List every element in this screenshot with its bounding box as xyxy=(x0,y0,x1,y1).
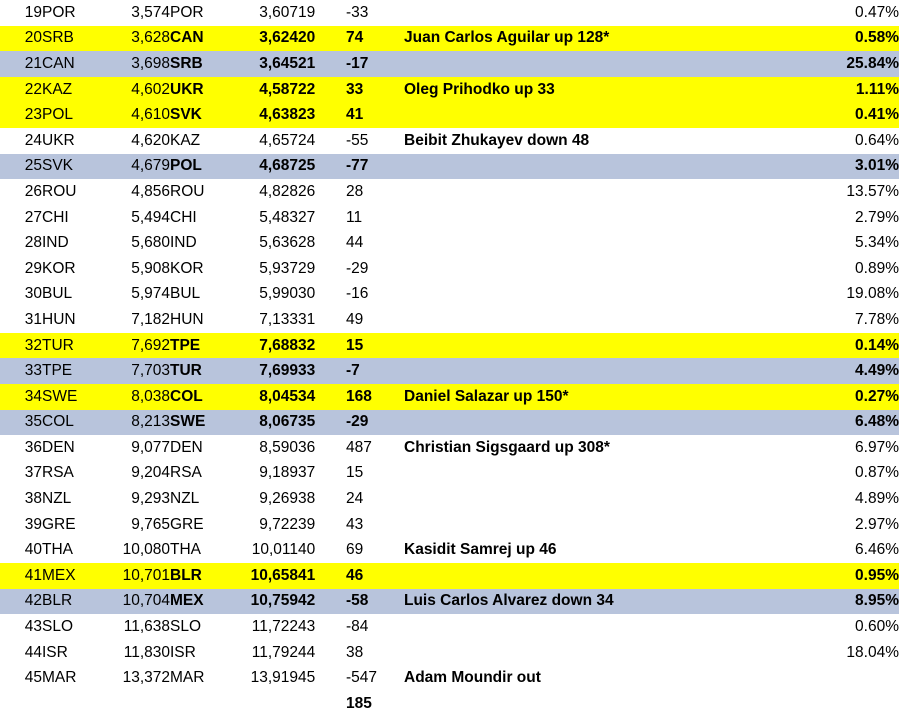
cell-code-before: SVK xyxy=(42,154,104,180)
cell-points-after: 5,483 xyxy=(232,205,298,231)
cell-code-before: TUR xyxy=(42,333,104,359)
cell-points-after: 13,919 xyxy=(232,665,298,691)
cell-points-after: 7,688 xyxy=(232,333,298,359)
cell-rank-after: 42 xyxy=(298,589,346,615)
table-row xyxy=(0,102,899,128)
cell-points-before: 7,703 xyxy=(104,358,170,384)
cell-code-after: UKR xyxy=(170,77,232,103)
cell-note xyxy=(404,563,824,589)
cell-note xyxy=(404,486,824,512)
cell-rank-after: 39 xyxy=(298,512,346,538)
cell-points-before: 4,602 xyxy=(104,77,170,103)
table-row xyxy=(0,358,899,384)
empty-cell xyxy=(0,691,42,717)
cell-points-after: 11,792 xyxy=(232,640,298,666)
table-row xyxy=(0,410,899,436)
cell-note xyxy=(404,307,824,333)
cell-code-after: SWE xyxy=(170,410,232,436)
cell-code-after: BUL xyxy=(170,282,232,308)
cell-points-before: 3,574 xyxy=(104,0,170,26)
cell-code-before: KAZ xyxy=(42,77,104,103)
cell-note xyxy=(404,333,824,359)
cell-rank-before: 27 xyxy=(0,205,42,231)
cell-rank-after: 37 xyxy=(298,461,346,487)
cell-rank-before: 43 xyxy=(0,614,42,640)
table-row xyxy=(0,384,899,410)
trailing-value: 185 xyxy=(346,691,404,717)
cell-points-before: 3,698 xyxy=(104,51,170,77)
cell-diff: -547 xyxy=(346,665,404,691)
cell-rank-after: 43 xyxy=(298,614,346,640)
cell-rank-before: 21 xyxy=(0,51,42,77)
cell-points-before: 10,701 xyxy=(104,563,170,589)
cell-points-after: 10,658 xyxy=(232,563,298,589)
cell-percent: 6.97% xyxy=(824,435,899,461)
cell-code-after: POL xyxy=(170,154,232,180)
cell-rank-before: 30 xyxy=(0,282,42,308)
cell-code-before: POL xyxy=(42,102,104,128)
cell-code-before: ROU xyxy=(42,179,104,205)
cell-rank-before: 40 xyxy=(0,537,42,563)
table-row xyxy=(0,640,899,666)
cell-points-before: 4,610 xyxy=(104,102,170,128)
cell-points-after: 4,587 xyxy=(232,77,298,103)
cell-rank-before: 29 xyxy=(0,256,42,282)
cell-rank-before: 19 xyxy=(0,0,42,26)
cell-rank-after: 23 xyxy=(298,102,346,128)
cell-rank-before: 42 xyxy=(0,589,42,615)
table-row xyxy=(0,486,899,512)
cell-code-before: ISR xyxy=(42,640,104,666)
cell-code-before: GRE xyxy=(42,512,104,538)
cell-percent: 19.08% xyxy=(824,282,899,308)
cell-code-before: SWE xyxy=(42,384,104,410)
cell-code-after: KAZ xyxy=(170,128,232,154)
cell-note xyxy=(404,51,824,77)
cell-code-before: DEN xyxy=(42,435,104,461)
cell-diff: 46 xyxy=(346,563,404,589)
cell-diff: 15 xyxy=(346,461,404,487)
cell-percent: 2.79% xyxy=(824,205,899,231)
cell-points-before: 7,692 xyxy=(104,333,170,359)
cell-code-after: SVK xyxy=(170,102,232,128)
table-row xyxy=(0,128,899,154)
cell-diff: -33 xyxy=(346,0,404,26)
cell-rank-before: 22 xyxy=(0,77,42,103)
cell-points-after: 3,624 xyxy=(232,26,298,52)
cell-percent: 0.14% xyxy=(824,333,899,359)
cell-code-after: RSA xyxy=(170,461,232,487)
cell-code-after: CHI xyxy=(170,205,232,231)
cell-rank-after: 40 xyxy=(298,537,346,563)
cell-points-before: 5,494 xyxy=(104,205,170,231)
cell-note xyxy=(404,154,824,180)
table-row xyxy=(0,537,899,563)
cell-points-before: 10,704 xyxy=(104,589,170,615)
table-trailing-row xyxy=(0,691,899,717)
cell-rank-before: 26 xyxy=(0,179,42,205)
cell-points-after: 7,133 xyxy=(232,307,298,333)
cell-diff: -55 xyxy=(346,128,404,154)
cell-points-after: 11,722 xyxy=(232,614,298,640)
cell-diff: -29 xyxy=(346,410,404,436)
cell-diff: -77 xyxy=(346,154,404,180)
cell-points-after: 8,590 xyxy=(232,435,298,461)
cell-note: Luis Carlos Alvarez down 34 xyxy=(404,589,824,615)
cell-rank-after: 21 xyxy=(298,51,346,77)
cell-code-after: TUR xyxy=(170,358,232,384)
cell-diff: 15 xyxy=(346,333,404,359)
cell-percent: 25.84% xyxy=(824,51,899,77)
cell-percent: 0.27% xyxy=(824,384,899,410)
cell-code-before: TPE xyxy=(42,358,104,384)
table-row xyxy=(0,307,899,333)
cell-rank-before: 37 xyxy=(0,461,42,487)
cell-percent: 13.57% xyxy=(824,179,899,205)
cell-code-after: DEN xyxy=(170,435,232,461)
cell-percent: 0.64% xyxy=(824,128,899,154)
cell-rank-after: 28 xyxy=(298,230,346,256)
table-row xyxy=(0,256,899,282)
cell-code-before: IND xyxy=(42,230,104,256)
cell-rank-before: 39 xyxy=(0,512,42,538)
cell-diff: 11 xyxy=(346,205,404,231)
cell-code-before: MEX xyxy=(42,563,104,589)
cell-points-before: 11,830 xyxy=(104,640,170,666)
cell-note xyxy=(404,358,824,384)
cell-points-after: 4,657 xyxy=(232,128,298,154)
cell-percent: 6.46% xyxy=(824,537,899,563)
table-row xyxy=(0,0,899,26)
cell-diff: 28 xyxy=(346,179,404,205)
cell-rank-before: 32 xyxy=(0,333,42,359)
cell-points-after: 9,189 xyxy=(232,461,298,487)
cell-note xyxy=(404,640,824,666)
cell-code-after: NZL xyxy=(170,486,232,512)
cell-points-before: 5,974 xyxy=(104,282,170,308)
cell-points-before: 3,628 xyxy=(104,26,170,52)
cell-rank-before: 45 xyxy=(0,665,42,691)
cell-points-after: 5,990 xyxy=(232,282,298,308)
cell-rank-after: 45 xyxy=(298,665,346,691)
cell-percent: 8.95% xyxy=(824,589,899,615)
cell-note: Kasidit Samrej up 46 xyxy=(404,537,824,563)
cell-code-after: COL xyxy=(170,384,232,410)
table-row xyxy=(0,512,899,538)
cell-percent: 0.95% xyxy=(824,563,899,589)
cell-code-before: UKR xyxy=(42,128,104,154)
cell-points-before: 4,620 xyxy=(104,128,170,154)
cell-rank-after: 20 xyxy=(298,26,346,52)
cell-rank-after: 35 xyxy=(298,410,346,436)
cell-code-before: BLR xyxy=(42,589,104,615)
cell-percent: 0.87% xyxy=(824,461,899,487)
cell-rank-before: 38 xyxy=(0,486,42,512)
cell-diff: 38 xyxy=(346,640,404,666)
cell-percent xyxy=(824,665,899,691)
table-row xyxy=(0,205,899,231)
cell-diff: 49 xyxy=(346,307,404,333)
cell-percent: 5.34% xyxy=(824,230,899,256)
cell-points-before: 8,213 xyxy=(104,410,170,436)
cell-code-before: NZL xyxy=(42,486,104,512)
cell-rank-after: 22 xyxy=(298,77,346,103)
cell-diff: 44 xyxy=(346,230,404,256)
cell-rank-after: 31 xyxy=(298,307,346,333)
table-row xyxy=(0,614,899,640)
cell-points-before: 9,293 xyxy=(104,486,170,512)
cell-code-after: CAN xyxy=(170,26,232,52)
cell-points-before: 11,638 xyxy=(104,614,170,640)
empty-cell xyxy=(824,691,899,717)
cell-note xyxy=(404,0,824,26)
cell-code-before: BUL xyxy=(42,282,104,308)
cell-rank-after: 41 xyxy=(298,563,346,589)
cell-code-before: THA xyxy=(42,537,104,563)
cell-code-after: SRB xyxy=(170,51,232,77)
cell-points-after: 10,011 xyxy=(232,537,298,563)
cell-rank-after: 24 xyxy=(298,128,346,154)
cell-note: Adam Moundir out xyxy=(404,665,824,691)
cell-rank-after: 36 xyxy=(298,435,346,461)
empty-cell xyxy=(170,691,232,717)
cell-note xyxy=(404,230,824,256)
table-row xyxy=(0,51,899,77)
cell-points-before: 8,038 xyxy=(104,384,170,410)
cell-diff: 24 xyxy=(346,486,404,512)
cell-diff: -16 xyxy=(346,282,404,308)
cell-note xyxy=(404,614,824,640)
cell-rank-after: 44 xyxy=(298,640,346,666)
cell-percent: 3.01% xyxy=(824,154,899,180)
table-row xyxy=(0,77,899,103)
cell-diff: 487 xyxy=(346,435,404,461)
cell-rank-before: 25 xyxy=(0,154,42,180)
cell-code-after: HUN xyxy=(170,307,232,333)
cell-note xyxy=(404,461,824,487)
cell-points-before: 4,856 xyxy=(104,179,170,205)
cell-rank-before: 41 xyxy=(0,563,42,589)
cell-percent: 0.89% xyxy=(824,256,899,282)
cell-rank-after: 26 xyxy=(298,179,346,205)
table-row xyxy=(0,589,899,615)
cell-points-before: 13,372 xyxy=(104,665,170,691)
cell-rank-after: 27 xyxy=(298,205,346,231)
cell-code-after: BLR xyxy=(170,563,232,589)
cell-code-after: ISR xyxy=(170,640,232,666)
cell-rank-before: 24 xyxy=(0,128,42,154)
cell-points-before: 10,080 xyxy=(104,537,170,563)
empty-cell xyxy=(404,691,824,717)
cell-code-after: IND xyxy=(170,230,232,256)
cell-points-before: 5,908 xyxy=(104,256,170,282)
cell-points-after: 3,645 xyxy=(232,51,298,77)
cell-points-after: 5,636 xyxy=(232,230,298,256)
cell-percent: 18.04% xyxy=(824,640,899,666)
cell-percent: 0.41% xyxy=(824,102,899,128)
cell-note: Beibit Zhukayev down 48 xyxy=(404,128,824,154)
cell-code-before: SRB xyxy=(42,26,104,52)
table-row xyxy=(0,333,899,359)
cell-diff: 168 xyxy=(346,384,404,410)
cell-code-after: MEX xyxy=(170,589,232,615)
cell-rank-before: 31 xyxy=(0,307,42,333)
cell-code-after: KOR xyxy=(170,256,232,282)
cell-rank-before: 33 xyxy=(0,358,42,384)
cell-code-before: CHI xyxy=(42,205,104,231)
empty-cell xyxy=(232,691,298,717)
cell-rank-after: 38 xyxy=(298,486,346,512)
cell-note: Juan Carlos Aguilar up 128* xyxy=(404,26,824,52)
cell-rank-after: 32 xyxy=(298,333,346,359)
cell-percent: 1.11% xyxy=(824,77,899,103)
table-row xyxy=(0,26,899,52)
cell-rank-after: 25 xyxy=(298,154,346,180)
cell-code-after: GRE xyxy=(170,512,232,538)
cell-code-before: MAR xyxy=(42,665,104,691)
cell-percent: 0.58% xyxy=(824,26,899,52)
table-row xyxy=(0,665,899,691)
cell-points-after: 8,045 xyxy=(232,384,298,410)
cell-code-before: SLO xyxy=(42,614,104,640)
cell-diff: 69 xyxy=(346,537,404,563)
cell-note xyxy=(404,256,824,282)
cell-note xyxy=(404,512,824,538)
cell-points-after: 4,828 xyxy=(232,179,298,205)
cell-diff: 43 xyxy=(346,512,404,538)
cell-rank-before: 44 xyxy=(0,640,42,666)
cell-diff: -17 xyxy=(346,51,404,77)
cell-diff: 33 xyxy=(346,77,404,103)
cell-note xyxy=(404,102,824,128)
table-row xyxy=(0,435,899,461)
empty-cell xyxy=(298,691,346,717)
cell-diff: -84 xyxy=(346,614,404,640)
cell-percent: 4.89% xyxy=(824,486,899,512)
cell-points-after: 10,759 xyxy=(232,589,298,615)
cell-points-before: 7,182 xyxy=(104,307,170,333)
cell-rank-before: 34 xyxy=(0,384,42,410)
cell-diff: 41 xyxy=(346,102,404,128)
cell-note: Oleg Prihodko up 33 xyxy=(404,77,824,103)
cell-points-after: 4,638 xyxy=(232,102,298,128)
cell-code-before: COL xyxy=(42,410,104,436)
cell-diff: 74 xyxy=(346,26,404,52)
cell-code-before: RSA xyxy=(42,461,104,487)
cell-points-after: 8,067 xyxy=(232,410,298,436)
cell-code-before: POR xyxy=(42,0,104,26)
cell-points-before: 9,204 xyxy=(104,461,170,487)
cell-points-before: 5,680 xyxy=(104,230,170,256)
cell-percent: 4.49% xyxy=(824,358,899,384)
table-row xyxy=(0,461,899,487)
table-row xyxy=(0,179,899,205)
cell-rank-before: 28 xyxy=(0,230,42,256)
cell-note xyxy=(404,410,824,436)
cell-points-after: 7,699 xyxy=(232,358,298,384)
cell-note: Daniel Salazar up 150* xyxy=(404,384,824,410)
cell-code-before: HUN xyxy=(42,307,104,333)
cell-code-after: ROU xyxy=(170,179,232,205)
cell-code-after: SLO xyxy=(170,614,232,640)
cell-percent: 6.48% xyxy=(824,410,899,436)
empty-cell xyxy=(42,691,104,717)
cell-points-before: 9,765 xyxy=(104,512,170,538)
cell-rank-before: 35 xyxy=(0,410,42,436)
cell-code-after: MAR xyxy=(170,665,232,691)
cell-rank-after: 19 xyxy=(298,0,346,26)
cell-note xyxy=(404,205,824,231)
cell-rank-after: 34 xyxy=(298,384,346,410)
cell-points-after: 3,607 xyxy=(232,0,298,26)
cell-note xyxy=(404,179,824,205)
cell-percent: 2.97% xyxy=(824,512,899,538)
cell-percent: 7.78% xyxy=(824,307,899,333)
cell-points-after: 9,722 xyxy=(232,512,298,538)
cell-percent: 0.47% xyxy=(824,0,899,26)
cell-note xyxy=(404,282,824,308)
cell-diff: -29 xyxy=(346,256,404,282)
cell-rank-after: 30 xyxy=(298,282,346,308)
cell-rank-after: 29 xyxy=(298,256,346,282)
cell-rank-before: 20 xyxy=(0,26,42,52)
cell-note: Christian Sigsgaard up 308* xyxy=(404,435,824,461)
cell-diff: -58 xyxy=(346,589,404,615)
cell-diff: -7 xyxy=(346,358,404,384)
cell-points-after: 5,937 xyxy=(232,256,298,282)
cell-code-before: KOR xyxy=(42,256,104,282)
cell-code-before: CAN xyxy=(42,51,104,77)
cell-code-after: POR xyxy=(170,0,232,26)
cell-points-before: 9,077 xyxy=(104,435,170,461)
cell-points-after: 4,687 xyxy=(232,154,298,180)
cell-points-after: 9,269 xyxy=(232,486,298,512)
cell-rank-before: 36 xyxy=(0,435,42,461)
table-row xyxy=(0,230,899,256)
cell-code-after: TPE xyxy=(170,333,232,359)
cell-percent: 0.60% xyxy=(824,614,899,640)
table-row xyxy=(0,154,899,180)
empty-cell xyxy=(104,691,170,717)
table-row xyxy=(0,563,899,589)
table-row xyxy=(0,282,899,308)
cell-code-after: THA xyxy=(170,537,232,563)
cell-rank-after: 33 xyxy=(298,358,346,384)
cell-rank-before: 23 xyxy=(0,102,42,128)
cell-points-before: 4,679 xyxy=(104,154,170,180)
